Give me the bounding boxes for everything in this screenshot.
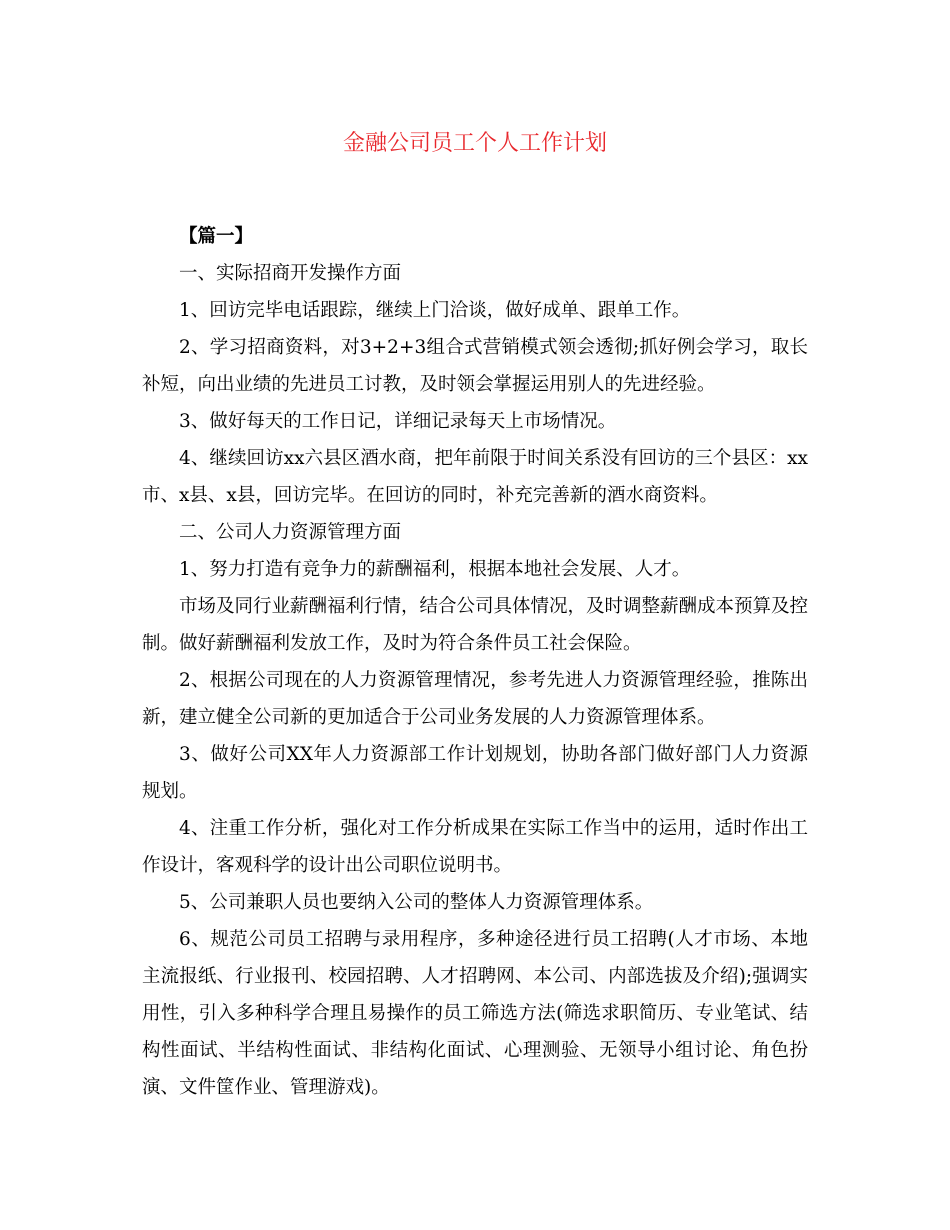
document-body <box>142 218 808 1106</box>
paragraph: 6、规范公司员工招聘与录用程序，多种途径进行员工招聘(人才市场、本地主流报纸、行业报刊、校园招聘、人才招聘网、本公司、内部选拔及介绍);强调实用性，引入多种科学合理且易操作的员工筛选方法(筛选求职简历、专业笔试、结构性面试、半结构性面试、非结构化面试、心理测验、无领导小组讨论、角色扮演、文件筐作业、管理游戏)。 <box>142 929 808 1098</box>
paragraph: 2、根据公司现在的人力资源管理情况，参考先进人力资源管理经验，推陈出新，建立健全公司新的更加适合于公司业务发展的人力资源管理体系。 <box>142 670 808 728</box>
paragraph: 4、注重工作分析，强化对工作分析成果在实际工作当中的运用，适时作出工作设计，客观科学的设计出公司职位说明书。 <box>142 818 808 876</box>
section-label: 【篇一】 <box>179 226 254 247</box>
paragraph: 1、回访完毕电话跟踪，继续上门洽谈，做好成单、跟单工作。 <box>179 300 691 321</box>
paragraph: 3、做好公司XX年人力资源部工作计划规划，协助各部门做好部门人力资源规划。 <box>142 744 808 802</box>
paragraph: 2、学习招商资料，对3+2+3组合式营销模式领会透彻;抓好例会学习，取长补短，向出业绩的先进员工讨教，及时领会掌握运用别人的先进经验。 <box>142 337 808 395</box>
paragraph: 4、继续回访xx六县区酒水商，把年前限于时间关系没有回访的三个县区：xx市、x县、x县，回访完毕。在回访的同时，补充完善新的酒水商资料。 <box>142 448 808 506</box>
paragraph-heading-1: 一、实际招商开发操作方面 <box>179 263 402 284</box>
paragraph-heading-2: 二、公司人力资源管理方面 <box>179 522 402 543</box>
paragraph: 3、做好每天的工作日记，详细记录每天上市场情况。 <box>179 411 617 432</box>
paragraph: 5、公司兼职人员也要纳入公司的整体人力资源管理体系。 <box>179 892 654 913</box>
paragraph: 1、努力打造有竞争力的薪酬福利，根据本地社会发展、人才。 <box>179 559 691 580</box>
document-title: 金融公司员工个人工作计划 <box>342 131 607 156</box>
paragraph: 市场及同行业薪酬福利行情，结合公司具体情况，及时调整薪酬成本预算及控制。做好薪酬福利发放工作，及时为符合条件员工社会保险。 <box>142 596 809 654</box>
